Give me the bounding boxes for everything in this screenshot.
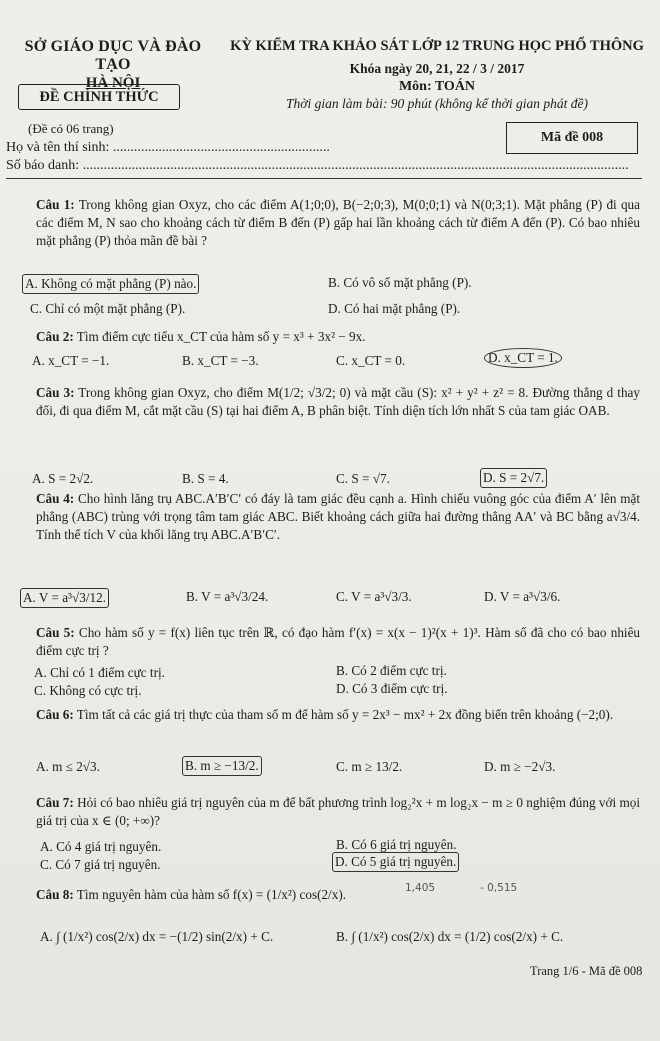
option-8a[interactable]: A. ∫ (1/x²) cos(2/x) dx = −(1/2) sin(2/x) + C.	[40, 929, 274, 944]
header-divider	[6, 178, 642, 179]
candidate-id-field: Số báo danh: ............................................................................................................................................................	[6, 158, 629, 173]
city-name: HÀ NỘI	[85, 75, 141, 91]
exam-code-box: Mã đề 008	[506, 122, 638, 154]
option-6d[interactable]: D. m ≥ −2√3.	[484, 759, 556, 774]
question-text: Tìm nguyên hàm của hàm số f(x) = (1/x²) cos(2/x).	[76, 887, 347, 902]
option-1d[interactable]: D. Có hai mặt phẳng (P).	[328, 301, 461, 316]
option-4a[interactable]: A. V = a³√3/12.	[20, 588, 109, 608]
question-6	[36, 706, 640, 724]
question-1	[36, 196, 640, 249]
question-7	[36, 794, 640, 830]
option-2d[interactable]: D. x_CT = 1.	[484, 348, 562, 368]
question-text: Cho hình lăng trụ ABC.A′B′C′ có đáy là tam giác đều cạnh a. Hình chiếu vuông góc của điểm A′ lên mặt phẳng (ABC) trùng với trọng tâm tam giác ABC. Biết khoảng cách giữa hai đường thẳng AA′ và BC bằng a√3/4. Tính thể tích V của khối lăng trụ ABC.A′B′C′.	[36, 491, 641, 542]
question-text: Hỏi có bao nhiêu giá trị nguyên của m để bất phương trình log₂²x + m log₂x − m ≥ 0 nghiệm đúng với mọi giá trị của x ∈ (0; +∞)?	[36, 795, 640, 828]
official-label-box: ĐỀ CHÍNH THỨC	[18, 84, 180, 110]
option-5c[interactable]: C. Không có cực trị.	[34, 683, 142, 698]
option-7c[interactable]: C. Có 7 giá trị nguyên.	[40, 857, 161, 872]
option-4c[interactable]: C. V = a³√3/3.	[336, 589, 412, 604]
exam-subject: Môn: TOÁN	[398, 79, 476, 94]
option-1c[interactable]: C. Chỉ có một mặt phẳng (P).	[30, 301, 186, 316]
question-label: Câu 2:	[36, 329, 74, 344]
option-1b[interactable]: B. Có vô số mặt phẳng (P).	[328, 275, 472, 290]
option-3a[interactable]: A. S = 2√2.	[32, 471, 94, 486]
option-7b[interactable]: B. Có 6 giá trị nguyên.	[336, 837, 457, 852]
option-3d[interactable]: D. S = 2√7.	[480, 468, 547, 488]
option-6c[interactable]: C. m ≥ 13/2.	[336, 759, 403, 774]
option-8b[interactable]: B. ∫ (1/x²) cos(2/x) dx = (1/2) cos(2/x) + C.	[336, 929, 564, 944]
question-label: Câu 6:	[36, 707, 74, 722]
question-label: Câu 3:	[36, 385, 75, 400]
option-5b[interactable]: B. Có 2 điểm cực trị.	[336, 663, 447, 678]
question-label: Câu 8:	[36, 887, 74, 902]
page-count: (Đề có 06 trang)	[28, 121, 114, 136]
question-text: Tìm tất cả các giá trị thực của tham số m để hàm số y = 2x³ − mx² + 2x đồng biến trên khoảng (−2;0).	[76, 707, 614, 722]
option-4d[interactable]: D. V = a³√3/6.	[484, 589, 561, 604]
option-3b[interactable]: B. S = 4.	[182, 471, 229, 486]
question-8	[36, 886, 640, 904]
option-7d[interactable]: D. Có 5 giá trị nguyên.	[332, 852, 459, 872]
exam-date: Khóa ngày 20, 21, 22 / 3 / 2017	[349, 61, 525, 76]
option-2c[interactable]: C. x_CT = 0.	[336, 353, 406, 368]
question-text: Tìm điểm cực tiểu x_CT của hàm số y = x³ + 3x² − 9x.	[76, 329, 366, 344]
handwritten-note-2: - 0,515	[480, 882, 518, 894]
option-3c[interactable]: C. S = √7.	[336, 471, 390, 486]
question-label: Câu 7:	[36, 795, 74, 810]
option-5a[interactable]: A. Chỉ có 1 điểm cực trị.	[34, 665, 165, 680]
option-4b[interactable]: B. V = a³√3/24.	[186, 589, 269, 604]
option-1a[interactable]: A. Không có mặt phẳng (P) nào.	[22, 274, 199, 294]
question-text: Trong không gian Oxyz, cho điểm M(1/2; √3/2; 0) và mặt cầu (S): x² + y² + z² = 8. Đường thẳng d thay đổi, đi qua điểm M, cắt mặt cầu (S) tại hai điểm A, B phân biệt. Tính diện tích lớn nhất S của tam giác OAB.	[36, 385, 641, 418]
department-name: SỞ GIÁO DỤC VÀ ĐÀO TẠO	[24, 38, 202, 73]
option-7a[interactable]: A. Có 4 giá trị nguyên.	[40, 839, 162, 854]
option-6b[interactable]: B. m ≥ −13/2.	[182, 756, 262, 776]
question-text: Cho hàm số y = f(x) liên tục trên ℝ, có đạo hàm f′(x) = x(x − 1)²(x + 1)³. Hàm số đã cho có bao nhiêu điểm cực trị ?	[36, 625, 641, 658]
exam-time-limit: Thời gian làm bài: 90 phút (không kể thời gian phát đề)	[285, 96, 588, 111]
page-footer: Trang 1/6 - Mã đề 008	[530, 964, 643, 978]
question-3	[36, 384, 640, 420]
option-2b[interactable]: B. x_CT = −3.	[182, 353, 259, 368]
option-5d[interactable]: D. Có 3 điểm cực trị.	[336, 681, 448, 696]
candidate-name-field: Họ và tên thí sinh: ..............................................................	[6, 140, 330, 155]
question-4	[36, 490, 640, 543]
option-6a[interactable]: A. m ≤ 2√3.	[36, 759, 100, 774]
question-label: Câu 4:	[36, 491, 75, 506]
question-label: Câu 5:	[36, 625, 75, 640]
question-text: Trong không gian Oxyz, cho các điểm A(1;0;0), B(−2;0;3), M(0;0;1) và N(0;3;1). Mặt phẳng (P) đi qua các điểm M, N sao cho khoảng cách từ điểm B đến (P) gấp hai lần khoảng cách từ điểm A đến (P). Có bao nhiêu mặt phẳng (P) thỏa mãn đề bài ?	[36, 197, 641, 248]
handwritten-note-1: 1,405	[405, 882, 436, 894]
question-2	[36, 328, 640, 346]
option-2a[interactable]: A. x_CT = −1.	[32, 353, 110, 368]
question-label: Câu 1:	[36, 197, 75, 212]
exam-title: KỲ KIỂM TRA KHẢO SÁT LỚP 12 TRUNG HỌC PHỔ THÔNG	[230, 38, 644, 54]
question-5	[36, 624, 640, 660]
header-right	[222, 38, 652, 112]
